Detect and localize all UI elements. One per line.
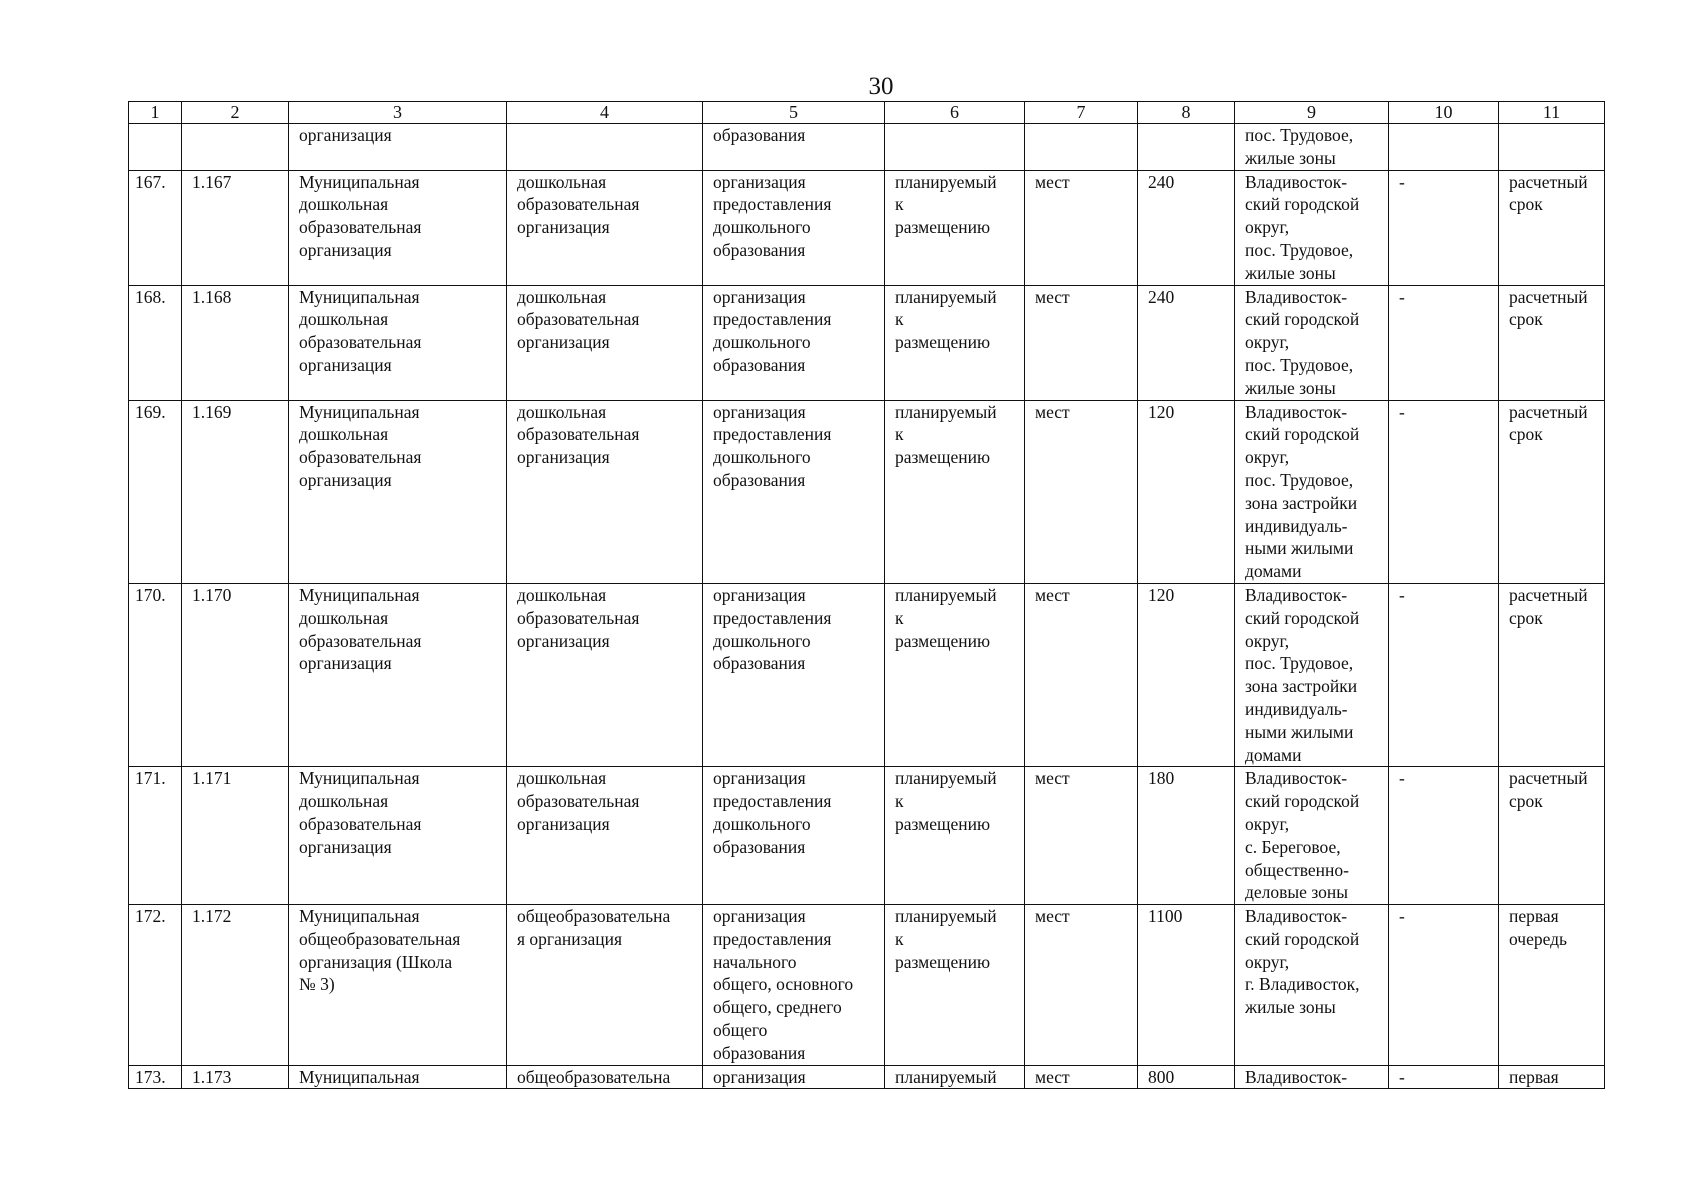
object-name-cell-line: дошкольная <box>299 309 389 330</box>
column-number-header: 2 <box>182 102 289 124</box>
implementation-term-cell-line: очередь <box>1509 928 1568 949</box>
object-purpose-cell-line: организация <box>713 1066 806 1087</box>
object-purpose-cell-line: образования <box>713 653 806 674</box>
object-purpose-cell <box>703 1065 885 1088</box>
location-cell <box>1235 285 1389 400</box>
object-status-cell <box>885 1065 1025 1088</box>
table-row <box>129 170 1605 285</box>
location-cell-line: Владивосток- <box>1245 906 1348 927</box>
object-purpose-cell-line: организация <box>713 906 806 927</box>
implementation-term-cell <box>1499 170 1605 285</box>
object-type-cell-line: общеобразовательна <box>517 1066 671 1087</box>
location-cell <box>1235 905 1389 1066</box>
column-number-header: 10 <box>1389 102 1499 124</box>
row-number-cell <box>129 1065 182 1088</box>
object-status-cell-line: к <box>895 424 904 445</box>
capacity-value-cell <box>1138 124 1235 171</box>
implementation-term-cell-line: первая <box>1509 906 1559 927</box>
page-number: 30 <box>868 73 894 100</box>
object-name-cell-line: Муниципальная <box>299 768 420 789</box>
location-cell-line: деловые зоны <box>1245 882 1349 903</box>
object-purpose-cell-line: дошкольного <box>713 332 811 353</box>
location-cell-line: индивидуаль- <box>1245 698 1348 719</box>
object-code-cell-text: 1.169 <box>192 401 232 422</box>
object-name-cell <box>289 583 507 766</box>
unit-cell <box>1025 583 1138 766</box>
object-status-cell-line: к <box>895 791 904 812</box>
row-number-cell <box>129 170 182 285</box>
object-purpose-cell <box>703 170 885 285</box>
location-cell-line: ский городской <box>1245 928 1360 949</box>
object-name-cell-line: № 3) <box>299 974 335 995</box>
object-purpose-cell <box>703 285 885 400</box>
object-name-cell-line: Муниципальная <box>299 171 420 192</box>
row-number-cell-text: 173. <box>135 1066 166 1087</box>
object-status-cell-line: к <box>895 928 904 949</box>
table-row <box>129 583 1605 766</box>
column-number-header: 9 <box>1235 102 1389 124</box>
object-status-cell-line: размещению <box>895 951 991 972</box>
object-type-cell-line: образовательная <box>517 424 640 445</box>
unit-cell-text: мест <box>1035 171 1070 192</box>
table-row <box>129 905 1605 1066</box>
implementation-term-cell-line: срок <box>1509 309 1543 330</box>
column-number-header: 1 <box>129 102 182 124</box>
object-type-cell-line: дошкольная <box>517 171 607 192</box>
object-type-cell <box>507 170 703 285</box>
object-name-cell-line: Муниципальная <box>299 906 420 927</box>
object-type-cell-line: образовательная <box>517 791 640 812</box>
location-cell <box>1235 767 1389 905</box>
object-name-cell <box>289 1065 507 1088</box>
implementation-term-cell <box>1499 124 1605 171</box>
column-10-cell-text: - <box>1399 401 1405 422</box>
column-10-cell-text: - <box>1399 768 1405 789</box>
implementation-term-cell <box>1499 767 1605 905</box>
column-10-cell-text: - <box>1399 906 1405 927</box>
row-number-cell <box>129 124 182 171</box>
object-status-cell-line: планируемый <box>895 906 997 927</box>
object-name-cell-line: дошкольная <box>299 607 389 628</box>
implementation-term-cell-line: расчетный <box>1509 768 1588 789</box>
object-purpose-cell <box>703 583 885 766</box>
column-10-cell-text: - <box>1399 1066 1405 1087</box>
location-cell-line: жилые зоны <box>1245 147 1336 168</box>
unit-cell <box>1025 285 1138 400</box>
row-number-cell-text: 169. <box>135 401 166 422</box>
object-purpose-cell <box>703 124 885 171</box>
capacity-value-cell-text: 240 <box>1148 286 1175 307</box>
capacity-value-cell <box>1138 905 1235 1066</box>
object-type-cell-line: дошкольная <box>517 584 607 605</box>
object-type-cell-line: организация <box>517 813 610 834</box>
location-cell-line: Владивосток- <box>1245 1066 1348 1087</box>
object-type-cell-line: общеобразовательна <box>517 906 671 927</box>
object-code-cell <box>182 285 289 400</box>
location-cell-line: пос. Трудовое, <box>1245 125 1354 145</box>
location-cell-line: округ, <box>1245 217 1290 238</box>
object-code-cell-text: 1.172 <box>192 906 232 927</box>
unit-cell <box>1025 124 1138 171</box>
object-purpose-cell-line: образования <box>713 836 806 857</box>
capacity-value-cell <box>1138 400 1235 583</box>
object-type-cell-line: организация <box>517 332 610 353</box>
object-purpose-cell-line: образования <box>713 1042 806 1063</box>
location-cell-line: округ, <box>1245 951 1290 972</box>
column-10-cell <box>1389 400 1499 583</box>
location-cell-line: ский городской <box>1245 424 1360 445</box>
object-name-cell-line: Муниципальная <box>299 584 420 605</box>
object-status-cell-line: к <box>895 309 904 330</box>
capacity-value-cell-text: 180 <box>1148 768 1175 789</box>
location-cell-line: домами <box>1245 744 1302 765</box>
object-name-cell <box>289 170 507 285</box>
implementation-term-cell <box>1499 905 1605 1066</box>
object-type-cell <box>507 1065 703 1088</box>
object-purpose-cell-line: дошкольного <box>713 630 811 651</box>
location-cell-line: Владивосток- <box>1245 584 1348 605</box>
object-status-cell-line: планируемый <box>895 171 997 192</box>
object-type-cell-line: дошкольная <box>517 768 607 789</box>
location-cell-line: округ, <box>1245 447 1290 468</box>
object-name-cell-line: образовательная <box>299 217 422 238</box>
object-status-cell-line: планируемый <box>895 768 997 789</box>
object-name-cell-line: дошкольная <box>299 424 389 445</box>
unit-cell-text: мест <box>1035 1066 1070 1087</box>
object-status-cell-line: размещению <box>895 630 991 651</box>
object-code-cell <box>182 124 289 171</box>
object-name-cell-line: организация <box>299 354 392 375</box>
object-code-cell <box>182 905 289 1066</box>
table-body <box>129 124 1605 1089</box>
column-10-cell-text: - <box>1399 171 1405 192</box>
object-type-cell-line: дошкольная <box>517 401 607 422</box>
column-number-header: 8 <box>1138 102 1235 124</box>
location-cell-line: ными жилыми <box>1245 538 1354 559</box>
object-status-cell <box>885 124 1025 171</box>
implementation-term-cell-line: срок <box>1509 791 1543 812</box>
object-purpose-cell-line: предоставления <box>713 309 832 330</box>
location-cell-line: жилые зоны <box>1245 377 1336 398</box>
object-code-cell <box>182 170 289 285</box>
object-purpose-cell-line: общего, основного <box>713 974 854 995</box>
capacity-value-cell-text: 800 <box>1148 1066 1175 1087</box>
object-code-cell-text: 1.173 <box>192 1066 232 1087</box>
location-cell-line: округ, <box>1245 630 1290 651</box>
unit-cell-text: мест <box>1035 584 1070 605</box>
location-cell-line: Владивосток- <box>1245 768 1348 789</box>
object-name-cell <box>289 124 507 171</box>
object-type-cell <box>507 124 703 171</box>
object-name-cell-line: Муниципальная <box>299 1066 420 1087</box>
row-number-cell-text: 171. <box>135 768 166 789</box>
object-type-cell-line: образовательная <box>517 309 640 330</box>
object-status-cell-line: к <box>895 194 904 215</box>
location-cell-line: Владивосток- <box>1245 171 1348 192</box>
object-purpose-cell-line: организация <box>713 401 806 422</box>
location-cell-line: Владивосток- <box>1245 286 1348 307</box>
capacity-value-cell-text: 240 <box>1148 171 1175 192</box>
object-purpose-cell <box>703 905 885 1066</box>
row-number-cell-text: 167. <box>135 171 166 192</box>
object-type-cell-line: дошкольная <box>517 286 607 307</box>
implementation-term-cell-line: расчетный <box>1509 171 1588 192</box>
object-name-cell-line: образовательная <box>299 332 422 353</box>
object-status-cell <box>885 905 1025 1066</box>
object-name-cell <box>289 400 507 583</box>
object-status-cell <box>885 767 1025 905</box>
capacity-value-cell <box>1138 583 1235 766</box>
object-type-cell-line: организация <box>517 447 610 468</box>
object-purpose-cell-line: предоставления <box>713 194 832 215</box>
object-purpose-cell-line: дошкольного <box>713 447 811 468</box>
object-purpose-cell-line: организация <box>713 286 806 307</box>
capacity-value-cell <box>1138 767 1235 905</box>
object-type-cell-line: организация <box>517 217 610 238</box>
unit-cell <box>1025 400 1138 583</box>
column-number-header: 5 <box>703 102 885 124</box>
unit-cell-text: мест <box>1035 906 1070 927</box>
implementation-term-cell-line: срок <box>1509 607 1543 628</box>
object-status-cell-line: размещению <box>895 217 991 238</box>
object-code-cell <box>182 1065 289 1088</box>
column-number-header-row <box>129 102 1605 124</box>
planned-objects-table <box>128 101 1605 1089</box>
object-code-cell <box>182 767 289 905</box>
table-row <box>129 1065 1605 1088</box>
table-row <box>129 400 1605 583</box>
object-name-cell <box>289 767 507 905</box>
location-cell-line: Владивосток- <box>1245 401 1348 422</box>
column-10-cell <box>1389 124 1499 171</box>
location-cell-line: общественно- <box>1245 859 1349 880</box>
object-status-cell <box>885 583 1025 766</box>
object-name-cell-line: образовательная <box>299 630 422 651</box>
location-cell-line: индивидуаль- <box>1245 515 1348 536</box>
column-10-cell <box>1389 1065 1499 1088</box>
location-cell <box>1235 170 1389 285</box>
column-number-header: 11 <box>1499 102 1605 124</box>
object-type-cell <box>507 905 703 1066</box>
location-cell-line: г. Владивосток, <box>1245 974 1360 995</box>
object-name-cell <box>289 905 507 1066</box>
implementation-term-cell <box>1499 583 1605 766</box>
row-number-cell-text: 170. <box>135 584 166 605</box>
object-type-cell <box>507 285 703 400</box>
object-type-cell-line: образовательная <box>517 194 640 215</box>
object-type-cell <box>507 583 703 766</box>
column-10-cell-text: - <box>1399 584 1405 605</box>
implementation-term-cell <box>1499 1065 1605 1088</box>
object-purpose-cell-line: предоставления <box>713 424 832 445</box>
row-number-cell-text: 172. <box>135 906 166 927</box>
location-cell-line: жилые зоны <box>1245 997 1336 1018</box>
object-code-cell-text: 1.167 <box>192 171 232 192</box>
location-cell-line: жилые зоны <box>1245 262 1336 283</box>
row-number-cell <box>129 583 182 766</box>
object-code-cell-text: 1.170 <box>192 584 232 605</box>
object-purpose-cell-line: предоставления <box>713 791 832 812</box>
column-10-cell-text: - <box>1399 286 1405 307</box>
unit-cell <box>1025 1065 1138 1088</box>
capacity-value-cell <box>1138 285 1235 400</box>
object-name-cell-line: организация <box>299 239 392 260</box>
object-status-cell <box>885 285 1025 400</box>
column-number-header: 7 <box>1025 102 1138 124</box>
column-10-cell <box>1389 583 1499 766</box>
table-row <box>129 124 1605 171</box>
object-status-cell-line: планируемый <box>895 1066 997 1087</box>
location-cell-line: пос. Трудовое, <box>1245 239 1354 260</box>
implementation-term-cell-line: срок <box>1509 424 1543 445</box>
capacity-value-cell <box>1138 1065 1235 1088</box>
location-cell-line: округ, <box>1245 332 1290 353</box>
unit-cell <box>1025 905 1138 1066</box>
object-name-cell-line: Муниципальная <box>299 286 420 307</box>
column-10-cell <box>1389 285 1499 400</box>
object-status-cell-line: размещению <box>895 447 991 468</box>
object-type-cell <box>507 767 703 905</box>
object-status-cell-line: планируемый <box>895 584 997 605</box>
object-name-cell-line: образовательная <box>299 813 422 834</box>
object-status-cell <box>885 400 1025 583</box>
object-name-cell-line: дошкольная <box>299 194 389 215</box>
object-purpose-cell-line: дошкольного <box>713 813 811 834</box>
object-status-cell-line: планируемый <box>895 286 997 307</box>
location-cell-line: округ, <box>1245 813 1290 834</box>
row-number-cell <box>129 905 182 1066</box>
object-purpose-cell-line: начального <box>713 951 797 972</box>
object-status-cell-line: размещению <box>895 332 991 353</box>
unit-cell <box>1025 170 1138 285</box>
unit-cell-text: мест <box>1035 286 1070 307</box>
object-purpose-cell-line: образования <box>713 239 806 260</box>
object-purpose-cell-line: общего, среднего <box>713 997 842 1018</box>
unit-cell <box>1025 767 1138 905</box>
object-code-cell-text: 1.171 <box>192 768 232 789</box>
object-name-cell-line: общеобразовательная <box>299 928 461 949</box>
row-number-cell <box>129 285 182 400</box>
object-name-cell-line: образовательная <box>299 447 422 468</box>
location-cell <box>1235 124 1389 171</box>
row-number-cell <box>129 767 182 905</box>
object-name-cell-line: организация <box>299 836 392 857</box>
location-cell <box>1235 400 1389 583</box>
object-type-cell-line: я организация <box>517 928 623 949</box>
object-purpose-cell-line: организация <box>713 171 806 192</box>
capacity-value-cell <box>1138 170 1235 285</box>
column-10-cell <box>1389 170 1499 285</box>
object-type-cell-line: организация <box>517 630 610 651</box>
implementation-term-cell-line: расчетный <box>1509 401 1588 422</box>
row-number-cell <box>129 400 182 583</box>
location-cell-line: зона застройки <box>1245 676 1358 697</box>
object-type-cell <box>507 400 703 583</box>
object-code-cell <box>182 400 289 583</box>
object-status-cell-line: размещению <box>895 813 991 834</box>
table-row <box>129 767 1605 905</box>
column-10-cell <box>1389 767 1499 905</box>
implementation-term-cell-line: первая <box>1509 1066 1559 1087</box>
capacity-value-cell-text: 120 <box>1148 401 1175 422</box>
object-name-cell-line: дошкольная <box>299 791 389 812</box>
location-cell-line: ский городской <box>1245 309 1360 330</box>
object-purpose-cell-line: организация <box>713 768 806 789</box>
object-purpose-cell-line: организация <box>713 584 806 605</box>
object-name-cell-line: организация <box>299 125 392 145</box>
location-cell-line: пос. Трудовое, <box>1245 469 1354 490</box>
location-cell-line: с. Береговое, <box>1245 836 1341 857</box>
location-cell-line: пос. Трудовое, <box>1245 653 1354 674</box>
location-cell-line: пос. Трудовое, <box>1245 354 1354 375</box>
object-name-cell-line: Муниципальная <box>299 401 420 422</box>
object-name-cell-line: организация (Школа <box>299 951 453 972</box>
capacity-value-cell-text: 120 <box>1148 584 1175 605</box>
location-cell <box>1235 1065 1389 1088</box>
object-purpose-cell-line: образования <box>713 354 806 375</box>
implementation-term-cell-line: срок <box>1509 194 1543 215</box>
implementation-term-cell-line: расчетный <box>1509 286 1588 307</box>
implementation-term-cell <box>1499 285 1605 400</box>
object-purpose-cell <box>703 400 885 583</box>
object-purpose-cell-line: дошкольного <box>713 217 811 238</box>
capacity-value-cell-text: 1100 <box>1148 906 1183 927</box>
object-type-cell-line: образовательная <box>517 607 640 628</box>
object-status-cell <box>885 170 1025 285</box>
object-purpose-cell-line: предоставления <box>713 607 832 628</box>
location-cell-line: ский городской <box>1245 607 1360 628</box>
unit-cell-text: мест <box>1035 401 1070 422</box>
unit-cell-text: мест <box>1035 768 1070 789</box>
implementation-term-cell <box>1499 400 1605 583</box>
object-code-cell <box>182 583 289 766</box>
implementation-term-cell-line: расчетный <box>1509 584 1588 605</box>
object-purpose-cell-line: общего <box>713 1020 768 1041</box>
object-code-cell-text: 1.168 <box>192 286 232 307</box>
location-cell-line: ский городской <box>1245 194 1360 215</box>
object-status-cell-line: к <box>895 607 904 628</box>
column-10-cell <box>1389 905 1499 1066</box>
object-purpose-cell-line: предоставления <box>713 928 832 949</box>
location-cell-line: ский городской <box>1245 791 1360 812</box>
column-number-header: 4 <box>507 102 703 124</box>
column-number-header: 3 <box>289 102 507 124</box>
object-name-cell-line: организация <box>299 469 392 490</box>
location-cell-line: ными жилыми <box>1245 721 1354 742</box>
object-name-cell-line: организация <box>299 653 392 674</box>
row-number-cell-text: 168. <box>135 286 166 307</box>
location-cell <box>1235 583 1389 766</box>
object-name-cell <box>289 285 507 400</box>
column-number-header: 6 <box>885 102 1025 124</box>
object-status-cell-line: планируемый <box>895 401 997 422</box>
table-row <box>129 285 1605 400</box>
object-purpose-cell-line: образования <box>713 125 806 145</box>
location-cell-line: зона застройки <box>1245 492 1358 513</box>
location-cell-line: домами <box>1245 561 1302 582</box>
object-purpose-cell <box>703 767 885 905</box>
object-purpose-cell-line: образования <box>713 469 806 490</box>
